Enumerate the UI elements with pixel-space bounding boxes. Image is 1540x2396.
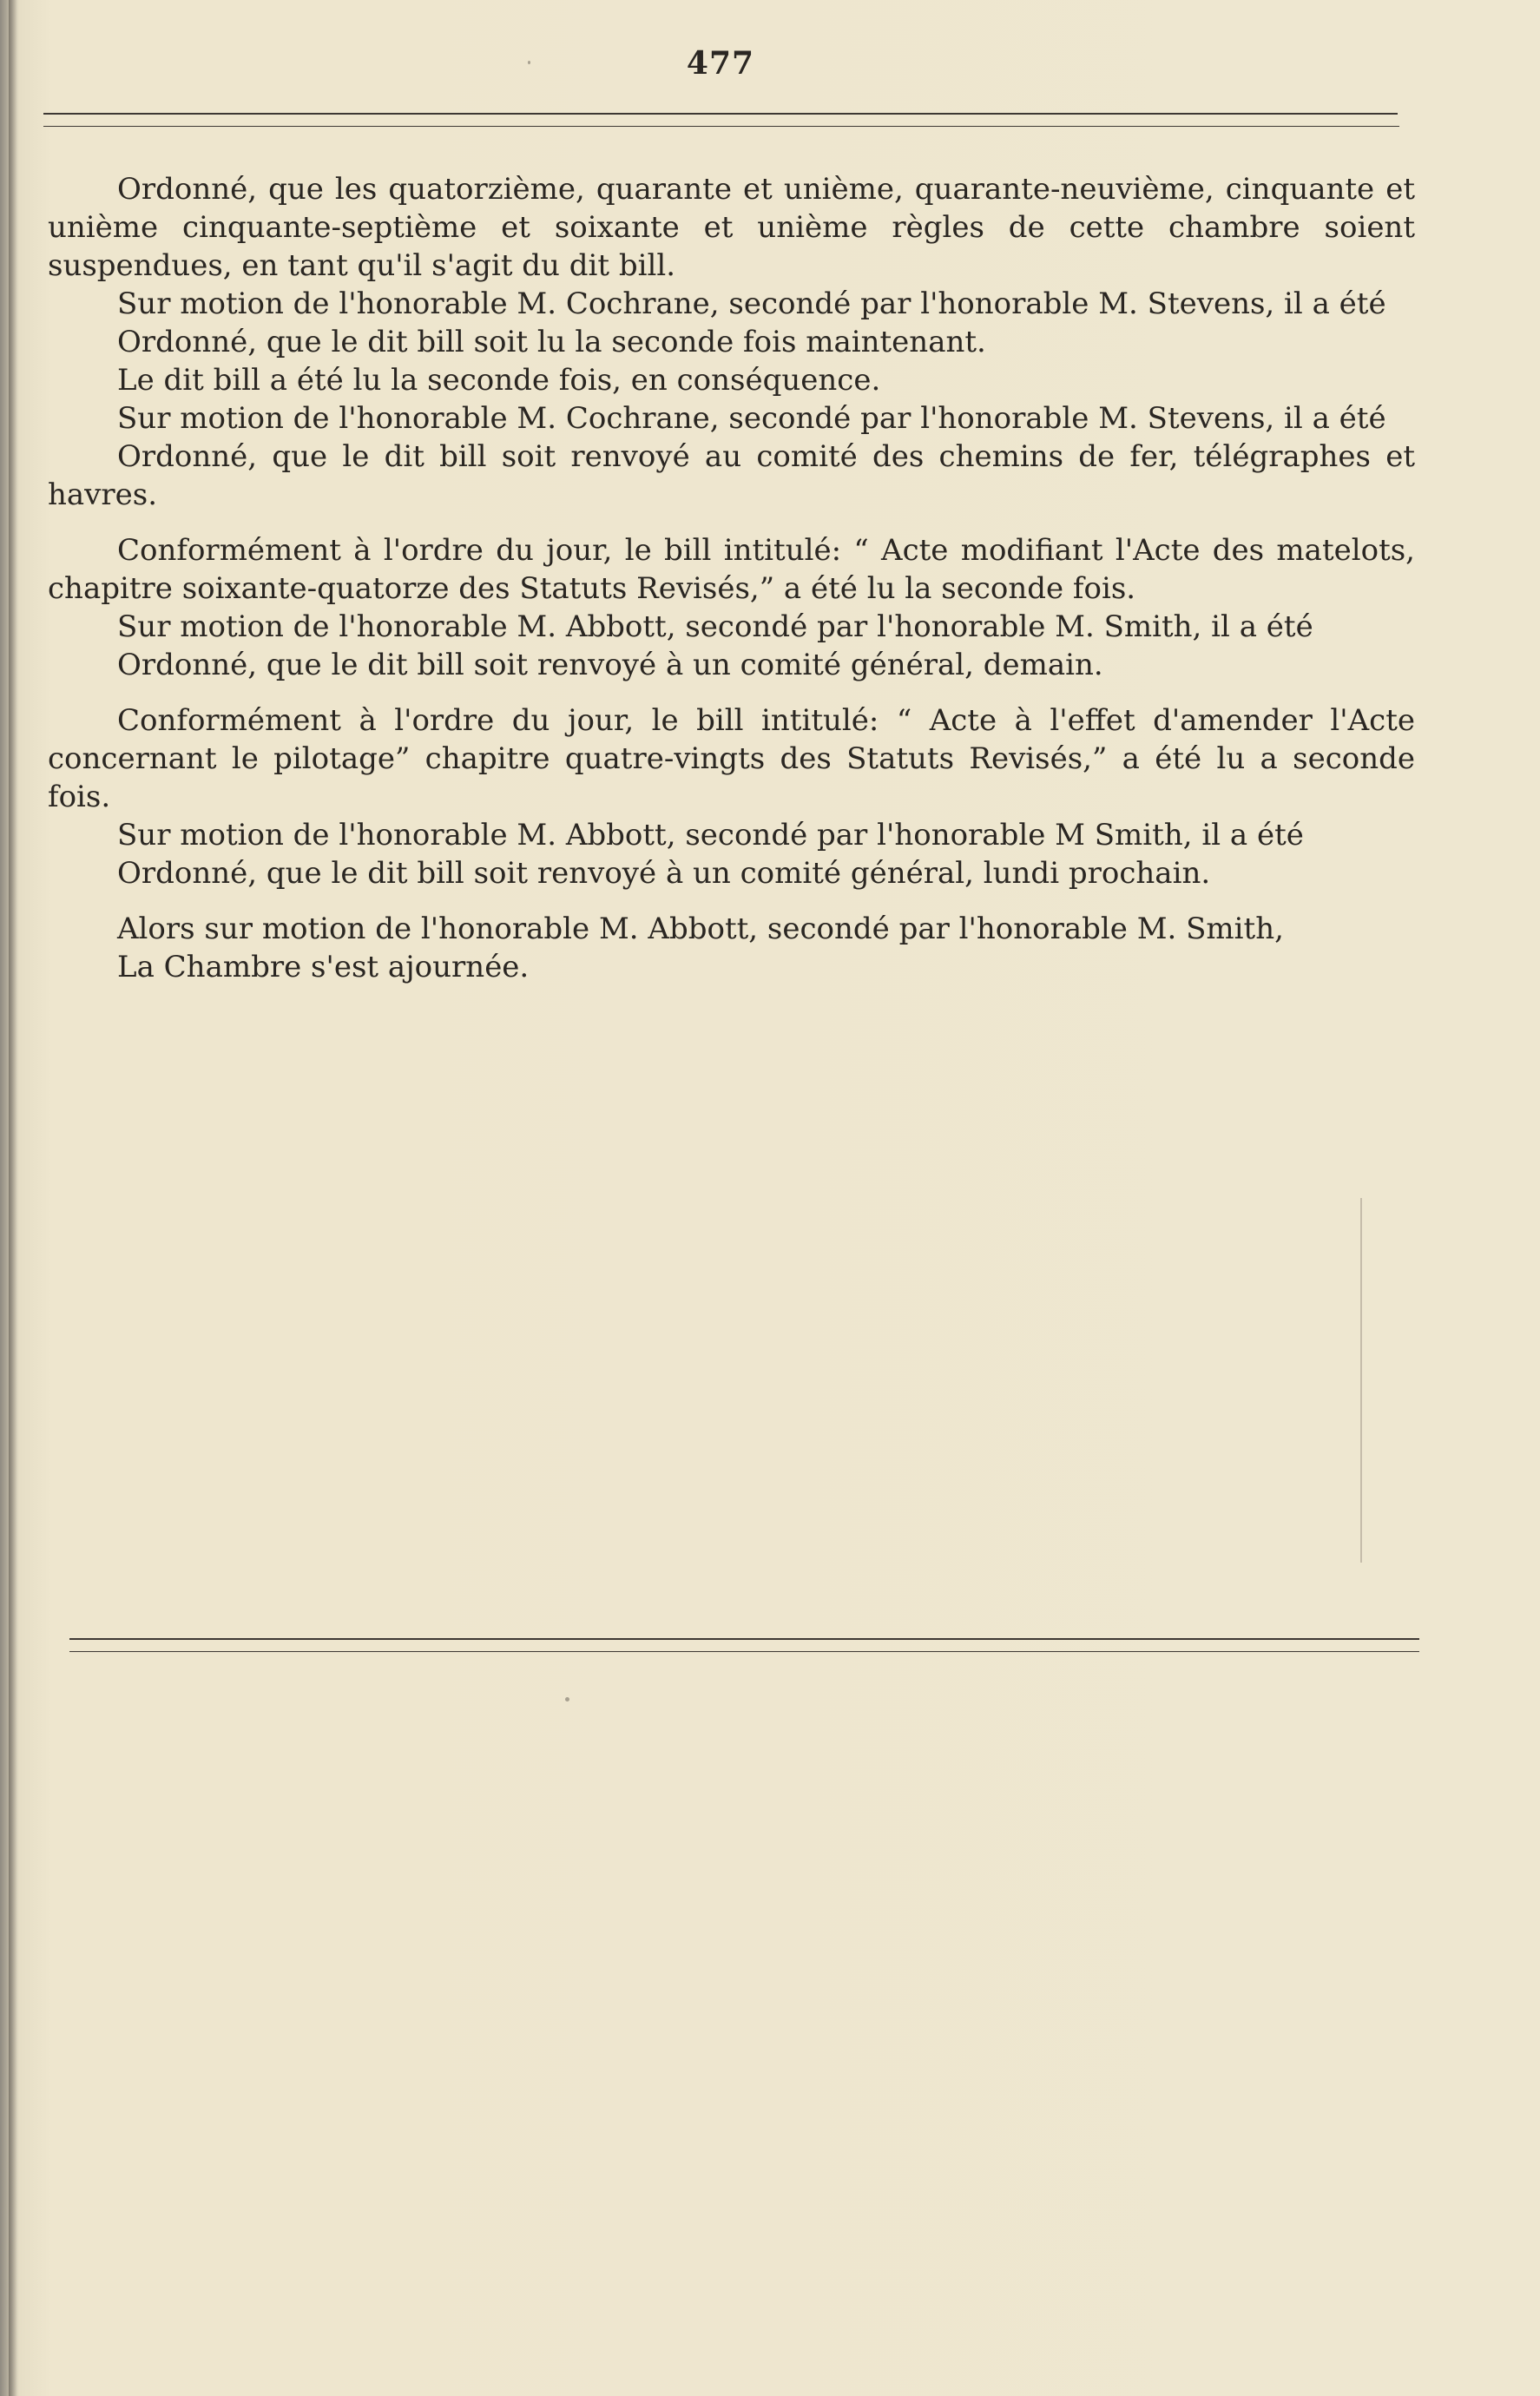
page-number: 477 <box>686 45 755 82</box>
paper-speck <box>528 61 530 64</box>
show-through-mark <box>1360 1198 1362 1563</box>
paragraph-order-railway-committee: Ordonné, que le dit bill soit renvoyé au comité des chemins de fer, télégraphes et havres. <box>48 439 1415 512</box>
paragraph-order-general-committee-monday: Ordonné, que le dit bill soit renvoyé à un comité général, lundi prochain. <box>117 856 1211 891</box>
binding-shadow <box>9 0 17 2396</box>
paragraph-suspension-order: Ordonné, que les quatorzième, quarante et unième, quarante-neuvième, cinquante et unième cinquante-septième et soixante et unième règles de cette chambre soient suspendues, en tant qu'il s'agit du dit bill. <box>48 172 1415 283</box>
paragraph-motion-abbott-2: Sur motion de l'honorable M. Abbott, secondé par l'honorable M Smith, il a été <box>117 818 1304 852</box>
paragraph-adjournment-motion: Alors sur motion de l'honorable M. Abbott, secondé par l'honorable M. Smith, <box>117 912 1284 946</box>
paragraph-pilotage-act: Conformément à l'ordre du jour, le bill intitulé: “ Acte à l'effet d'amender l'Acte concernant le pilotage” chapitre quatre-vingts des Statuts Revisés,” a été lu a seconde fois. <box>48 703 1415 814</box>
paragraph-motion-abbott-1: Sur motion de l'honorable M. Abbott, secondé par l'honorable M. Smith, il a été <box>117 609 1313 644</box>
paragraph-motion-cochrane-1: Sur motion de l'honorable M. Cochrane, secondé par l'honorable M. Stevens, il a été <box>117 286 1386 321</box>
footer-rule-bottom <box>69 1651 1419 1652</box>
paragraph-order-second-reading: Ordonné, que le dit bill soit lu la seconde fois maintenant. <box>117 325 986 359</box>
paragraph-house-adjourned: La Chambre s'est ajournée. <box>117 950 530 984</box>
paragraph-motion-cochrane-2: Sur motion de l'honorable M. Cochrane, secondé par l'honorable M. Stevens, il a été <box>117 401 1386 436</box>
paragraph-read-second-time: Le dit bill a été lu la seconde fois, en conséquence. <box>117 363 881 398</box>
footer-rule-top <box>69 1638 1419 1640</box>
header-rule-bottom <box>43 126 1399 127</box>
paragraph-seamen-act: Conformément à l'ordre du jour, le bill intitulé: “ Acte modifiant l'Acte des matelots, chapitre soixante-quatorze des Statuts Revisés,” a été lu la seconde fois. <box>48 533 1415 606</box>
paper-speck <box>565 1697 569 1702</box>
paragraph-order-general-committee-tomorrow: Ordonné, que le dit bill soit renvoyé à un comité général, demain. <box>117 648 1103 682</box>
body-text <box>48 170 1415 986</box>
header-rule-top <box>43 113 1398 115</box>
